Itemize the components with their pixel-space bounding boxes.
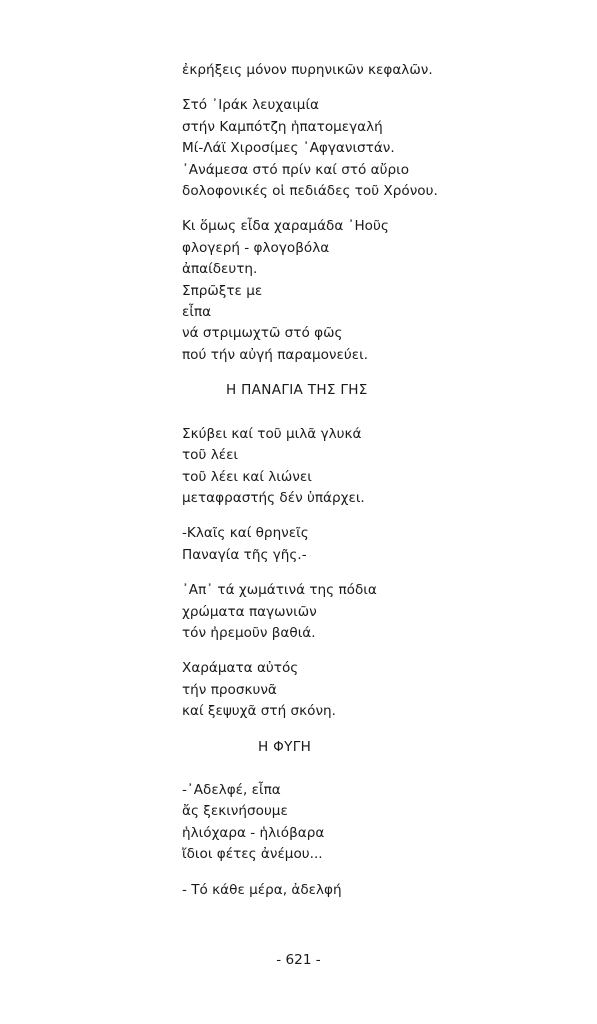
verse-line: ἴδιοι φέτες ἀνέμου... <box>182 846 323 863</box>
verse-line: ἐκρήξεις μόνον πυρηνικῶν κεφαλῶν. <box>182 62 433 78</box>
verse-line: - Τό κάθε μέρα, ἀδελφή <box>182 881 342 898</box>
verse-line: χρώματα παγωνιῶν <box>182 603 317 620</box>
verse-line: νά στριμωχτῶ στό φῶς <box>182 325 343 342</box>
stanza <box>182 658 562 722</box>
verse-line: δολοφονικές οἱ πεδιάδες τοῦ Χρόνου. <box>182 183 438 200</box>
poem-title: Η ΠΑΝΑΓΙΑ ΤΗΣ ΓΗΣ <box>226 382 368 399</box>
stanza <box>182 880 562 901</box>
verse-line: Σκύβει καί τοῦ μιλᾶ γλυκά <box>182 425 362 442</box>
verse-line: καί ξεψυχᾶ στή σκόνη. <box>182 703 336 720</box>
stanza <box>182 580 562 644</box>
verse-line: ἀπαίδευτη. <box>182 261 258 278</box>
verse-line: τόν ἠρεμοῦν βαθιά. <box>182 624 316 641</box>
verse-line: στήν Καμπότζη ἡπατομεγαλή <box>182 118 383 135</box>
verse-line: ᾽Ανάμεσα στό πρίν καί στό αὔριο <box>182 161 410 178</box>
stanza <box>182 95 562 202</box>
stanza <box>182 60 562 81</box>
stanza <box>182 523 562 566</box>
verse-line: Μί-Λάϊ Χιροσίμες ᾽Αφγανιστάν. <box>182 140 395 157</box>
verse-line: φλογερή - φλογοβόλα <box>182 239 330 256</box>
verse-line: -Κλαῖς καί θρηνεῖς <box>182 525 309 542</box>
verse-line: -᾽Αδελφέ, εἶπα <box>182 781 281 798</box>
verse-line: ἡλιόχαρα - ἡλιόβαρα <box>182 824 325 841</box>
stanza <box>182 780 562 866</box>
stanza <box>182 424 562 510</box>
verse-line: Παναγία τῆς γῆς.- <box>182 546 307 563</box>
verse-line: Σπρῶξτε με <box>182 282 263 299</box>
verse-line: Κι ὅμως εἶδα χαραμάδα ᾽Ηοῦς <box>182 218 389 235</box>
stanza <box>182 216 562 366</box>
poem-title: Η ΦΥΓΗ <box>258 738 312 755</box>
poem-text-block <box>182 60 562 915</box>
verse-line: εἶπα <box>182 304 212 321</box>
verse-line: ἄς ξεκινήσουμε <box>182 803 288 820</box>
verse-line: τήν προσκυνᾶ <box>182 681 277 698</box>
verse-line: τοῦ λέει <box>182 447 239 464</box>
verse-line: Στό ᾽Ιράκ λευχαιμία <box>182 97 320 114</box>
page-number: - 621 - <box>276 952 321 968</box>
verse-line: Χαράματα αὐτός <box>182 660 299 677</box>
verse-line: ᾽Απ᾽ τά χωμάτινά της πόδια <box>182 582 377 599</box>
verse-line: πού τήν αὐγή παραμονεύει. <box>182 346 368 363</box>
verse-line: μεταφραστής δέν ὑπάρχει. <box>182 489 365 506</box>
verse-line: τοῦ λέει καί λιώνει <box>182 468 312 485</box>
